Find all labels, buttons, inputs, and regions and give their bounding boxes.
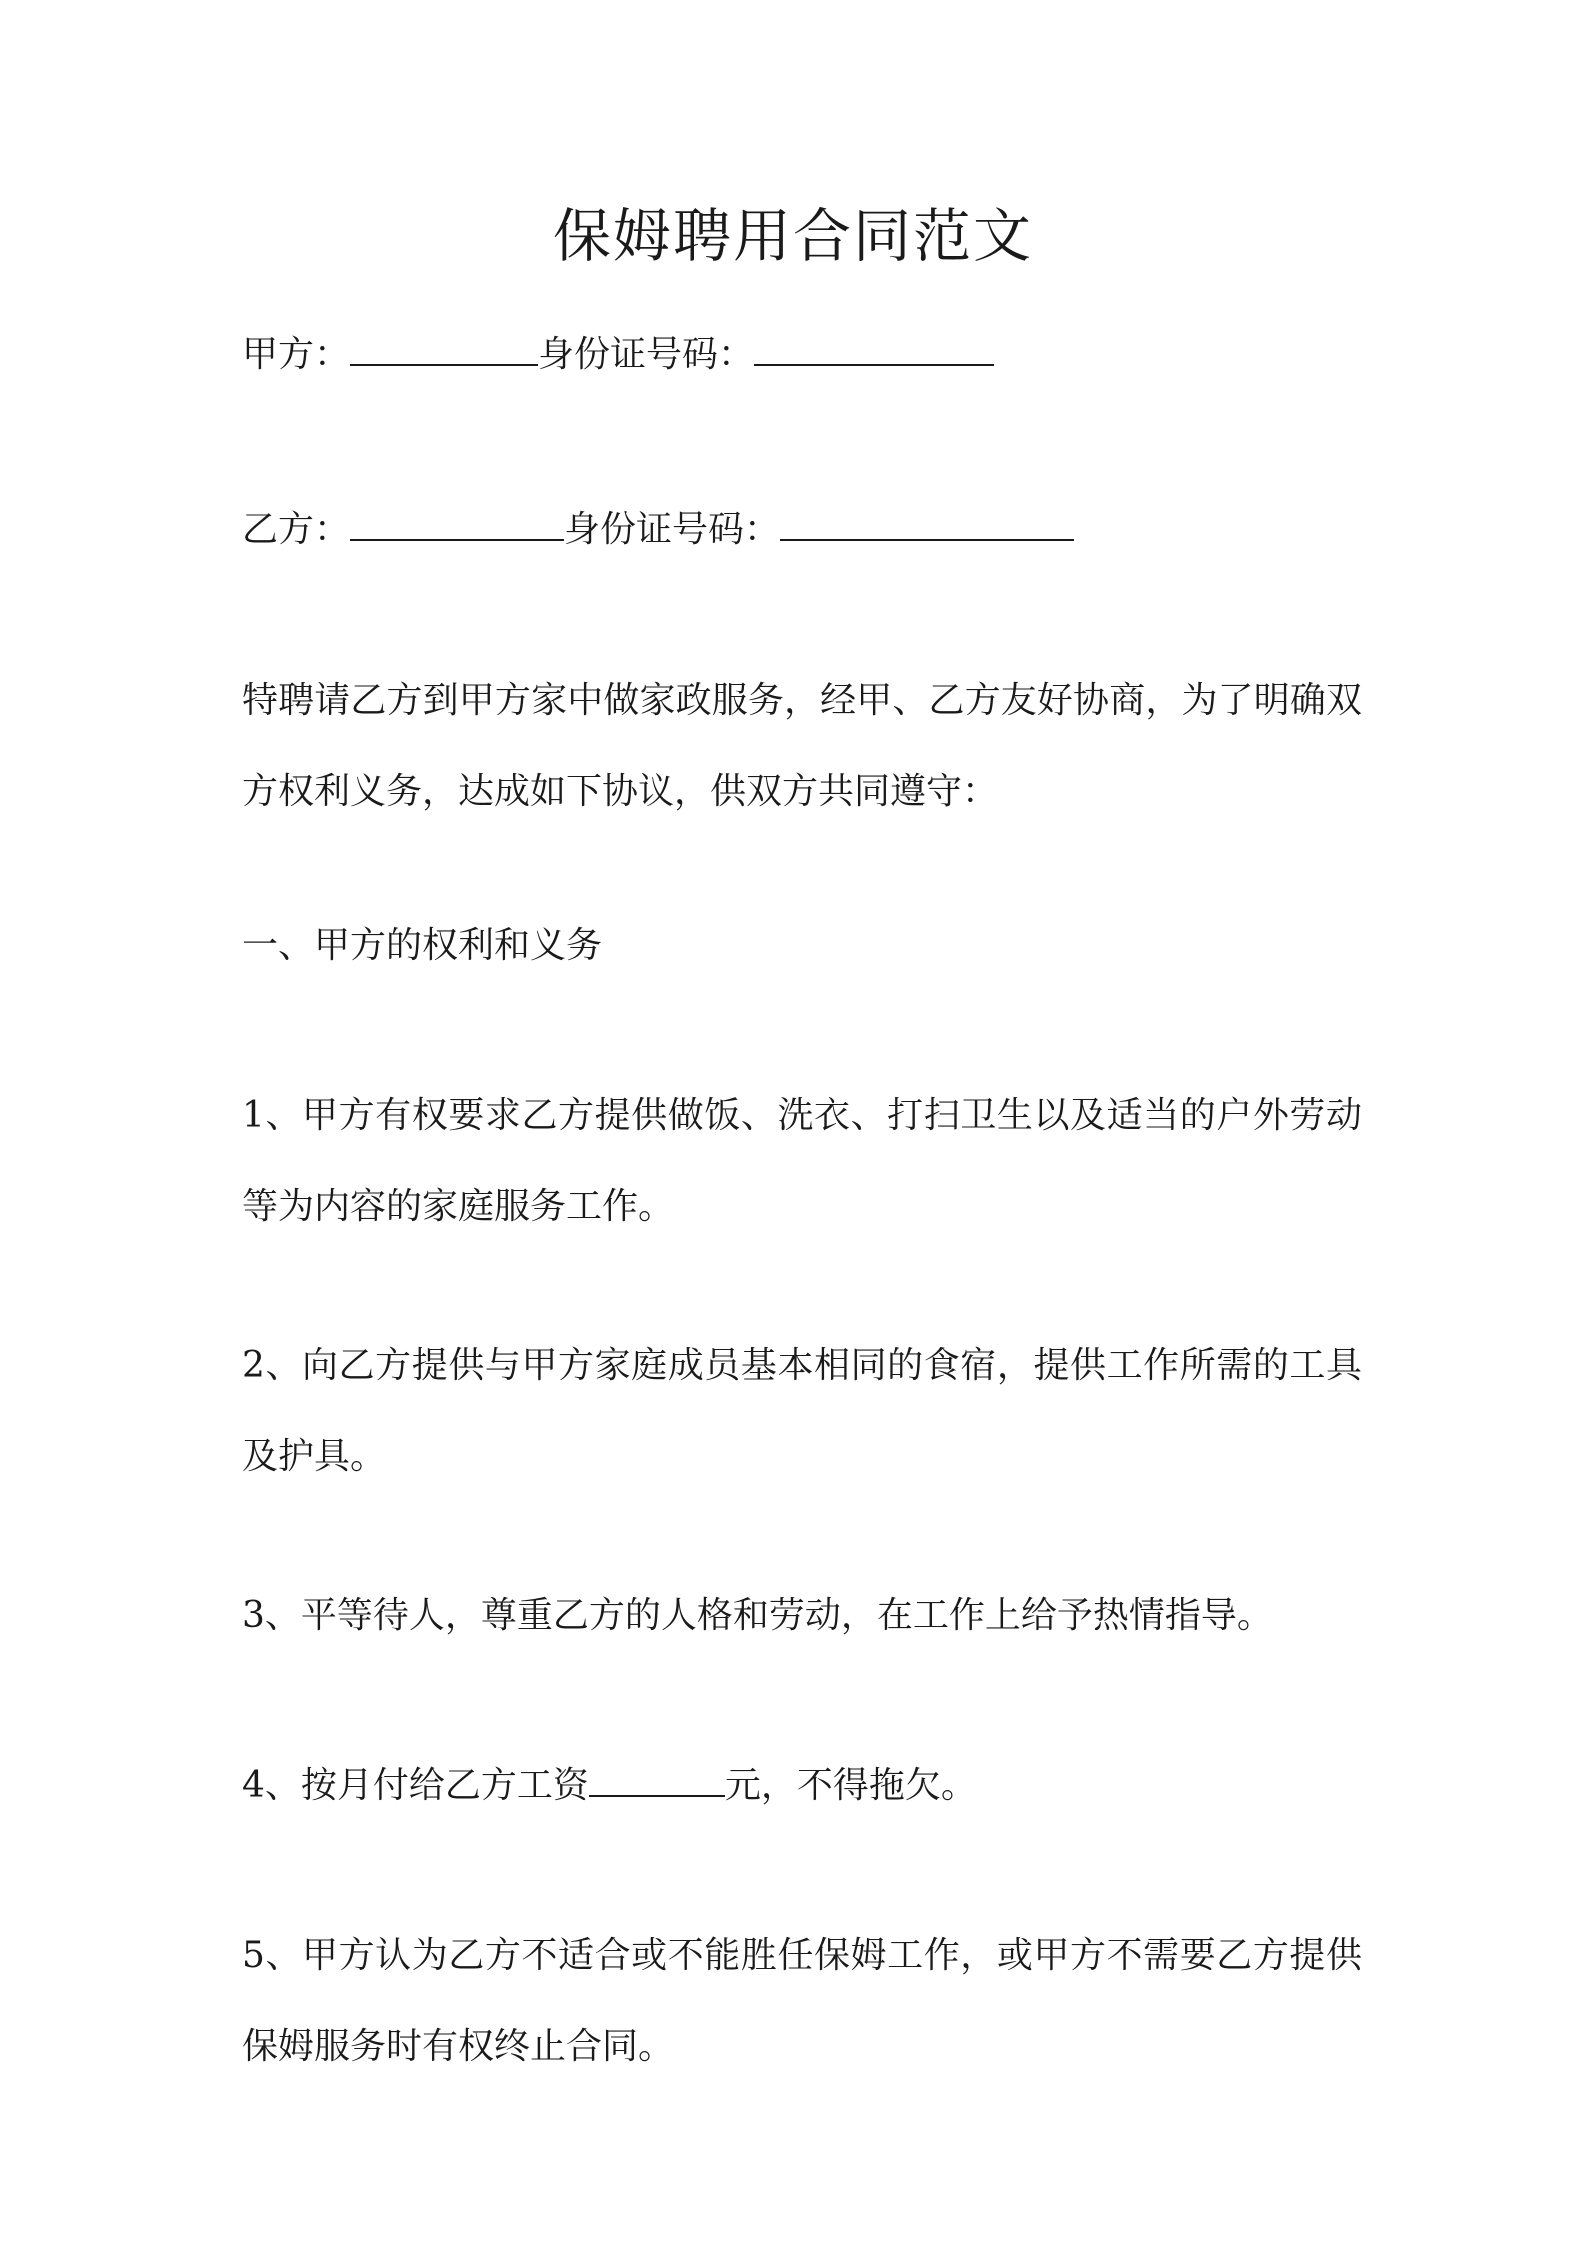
clause-4-suffix: 元，不得拖欠。	[724, 1765, 977, 1806]
intro-paragraph: 特聘请乙方到甲方家中做家政服务，经甲、乙方友好协商，为了明确双方权利义务，达成如下协议，供双方共同遵守：	[242, 680, 1362, 812]
clause-2: 2、向乙方提供与甲方家庭成员基本相同的食宿，提供工作所需的工具及护具。	[242, 1345, 1362, 1477]
party-a-name-blank	[350, 330, 538, 366]
party-a-id-blank	[754, 330, 994, 366]
party-b-id-label: 身份证号码：	[564, 509, 781, 550]
party-b-name-blank	[350, 505, 564, 541]
party-b-label: 乙方：	[242, 509, 351, 550]
page-title: 保姆聘用合同范文	[552, 202, 1033, 270]
party-a-label: 甲方：	[242, 334, 351, 375]
clause-4	[242, 1740, 1362, 1831]
clause-4-prefix: 4、按月付给乙方工资	[242, 1765, 589, 1806]
clause-3: 3、平等待人，尊重乙方的人格和劳动，在工作上给予热情指导。	[242, 1595, 1273, 1636]
clause-5: 5、甲方认为乙方不适合或不能胜任保姆工作，或甲方不需要乙方提供保姆服务时有权终止合同。	[242, 1935, 1362, 2067]
party-b-id-blank	[780, 505, 1074, 541]
party-a-line	[242, 330, 994, 380]
salary-blank	[589, 1761, 725, 1797]
party-b-line	[242, 505, 1074, 555]
party-a-id-label: 身份证号码：	[538, 334, 755, 375]
section-heading: 一、甲方的权利和义务	[242, 925, 603, 966]
clause-1: 1、甲方有权要求乙方提供做饭、洗衣、打扫卫生以及适当的户外劳动等为内容的家庭服务工作。	[242, 1095, 1362, 1227]
